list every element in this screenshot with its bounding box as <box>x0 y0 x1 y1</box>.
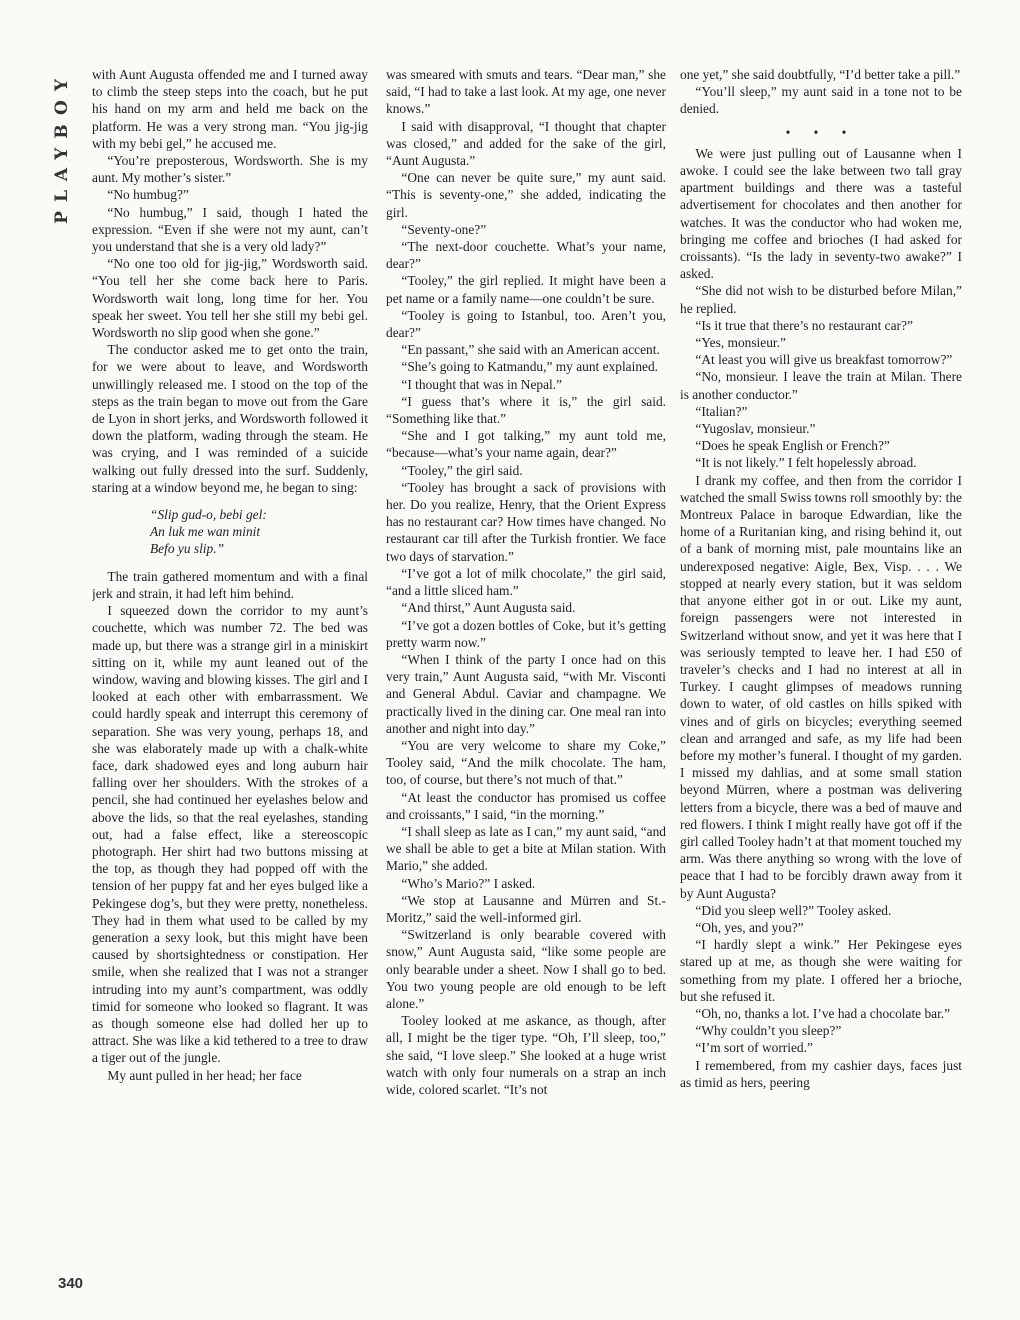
paragraph: “You are very welcome to share my Coke,” Tooley said, “And the milk chocolate. The ham, too, of course, but there’s not much of that.” <box>386 737 666 788</box>
paragraph: with Aunt Augusta offended me and I turned away to climb the steep steps into the coach, but he put his hand on my arm and held me back on the platform. He was a very strong man. “You jig-jig with my bebi gel,” he accused me. <box>92 67 368 151</box>
paragraph: I squeezed down the corridor to my aunt’s couchette, which was number 72. The bed was made up, but there was a strange girl in a miniskirt sitting on it, while my aunt leaned out of the window, waving and blowing kisses. The girl and I looked at each other with embarrassment. We could hardly speak and interrupt this ceremony of separation. She was very young, perhaps 18, and she was elaborately made up with a chalk-white face, dark shadowed eyes and long auburn hair falling over her shoulders. With the strokes of a pencil, she had continued her eyelashes below and above the lids, so that the real eyelashes, standing out, had a false effect, like a stereoscopic photograph. Her shirt had two buttons missing at the top, as though they had popped off with the tension of her puppy fat and her eyes bulged like a Pekingese dog’s, but they were pretty, nonetheless. They had in them what used to be called by my generation a sexy look, but this might have been caused by shortsightedness or constipation. Her smile, when she realized that I was not a stranger intruding into my aunt’s compartment, was oddly timid for someone who looked so flagrant. It was as though someone else had dolled her up to attract. She was like a kid tethered to a tree to draw a tiger out of the jungle. <box>92 603 368 1066</box>
paragraph: “At least you will give us breakfast tomorrow?” <box>695 352 953 368</box>
paragraph: “Yes, monsieur.” <box>695 335 786 351</box>
paragraph: “And thirst,” Aunt Augusta said. <box>401 600 576 616</box>
text-column-3 <box>680 66 962 1311</box>
paragraph: “I thought that was in Nepal.” <box>401 376 563 392</box>
section-break-dots: • • • <box>785 124 857 140</box>
paragraph: “She did not wish to be disturbed before Milan,” he replied. <box>680 283 962 316</box>
paragraph: “I guess that’s where it is,” the girl said. “Something like that.” <box>386 393 666 427</box>
paragraph: “Who’s Mario?” I asked. <box>401 875 536 891</box>
paragraph: “Switzerland is only bearable covered with snow,” Aunt Augusta said, “like some people are only bearable under a sheet. Now I shall go to bed. You two young people are old enough to be left alone.” <box>386 927 666 1011</box>
paragraph: The conductor asked me to get onto the train, for we were about to leave, and Wordsworth unwillingly released me. I stood on the top of the steps as the train began to move out from the Gare de Lyon in short jerks, and Wordsworth followed it down the platform, wading through the steam. He was crying, and I was reminded of a suicide walking out fully dressed into the surf. Suddenly, staring at a window beyond me, he began to sing: <box>92 342 368 495</box>
verse-line: An luk me wan minit <box>150 524 261 540</box>
paragraph: “Tooley,” the girl replied. It might have been a pet name or a family name—one couldn’t be sure. <box>386 273 666 306</box>
paragraph: “Does he speak English or French?” <box>695 438 890 454</box>
paragraph: “Is it true that there’s no restaurant car?” <box>695 317 913 333</box>
paragraph: “I’m sort of worried.” <box>695 1040 813 1056</box>
paragraph: “Italian?” <box>695 403 748 419</box>
paragraph: “She and I got talking,” my aunt told me, “because—what’s your name again, dear?” <box>386 428 666 461</box>
paragraph: “I’ve got a lot of milk chocolate,” the girl said, “and a little sliced ham.” <box>386 565 666 599</box>
paragraph: “I hardly slept a wink.” Her Pekingese eyes stared up at me, as though she were waiting for something from my plate. I offered her a brioche, but she refused it. <box>680 937 962 1004</box>
paragraph: “Yugoslav, monsieur.” <box>695 421 816 437</box>
paragraph: “Oh, yes, and you?” <box>695 919 804 935</box>
paragraph: one yet,” she said doubtfully, “I’d better take a pill.” <box>680 67 961 82</box>
paragraph: was smeared with smuts and tears. “Dear man,” she said, “I had to take a last look. At my age, one never knows.” <box>386 67 666 117</box>
paragraph: “Oh, no, thanks a lot. I’ve had a chocolate bar.” <box>695 1005 951 1021</box>
paragraph: “I’ve got a dozen bottles of Coke, but it’s getting pretty warm now.” <box>386 617 666 650</box>
paragraph: “She’s going to Katmandu,” my aunt explained. <box>401 359 659 375</box>
paragraph: “When I think of the party I once had on this very train,” Aunt Augusta said, “with Mr. Visconti and General Abdul. Caviar and champagne. We practically lived in the dining car. One meal ran into another and night into day.” <box>386 651 666 736</box>
paragraph: “No humbug?” <box>107 187 189 203</box>
paragraph: “No one too old for jig-jig,” Wordsworth said. “You tell her she come back here to Paris. Wordsworth wait long, long time for her. You speak her sweet. You tell her she still my bebi gel. Wordsworth no slip good when she gone.” <box>92 256 368 341</box>
paragraph: “You’re preposterous, Wordsworth. She is my aunt. My mother’s sister.” <box>92 153 368 186</box>
paragraph: “The next-door couchette. What’s your name, dear?” <box>386 239 666 272</box>
paragraph: “No, monsieur. I leave the train at Milan. There is another conductor.” <box>680 369 962 402</box>
paragraph: “En passant,” she said with an American accent. <box>401 342 660 358</box>
paragraph: “We stop at Lausanne and Mürren and St.-Moritz,” said the well-informed girl. <box>386 892 666 925</box>
paragraph: “At least the conductor has promised us coffee and croissants,” I said, “in the morning.” <box>386 789 666 822</box>
verse-line: Befo yu slip.” <box>150 541 225 557</box>
paragraph: Tooley looked at me askance, as though, after all, I might be the tiger type. “Oh, I’ll sleep, too,” she said, “I love sleep.” She looked at a huge wrist watch with only four numerals on a strap an inch wide, colored scarlet. “It’s not <box>386 1013 666 1097</box>
paragraph: “Did you sleep well?” Tooley asked. <box>695 902 892 918</box>
paragraph: I said with disapproval, “I thought that chapter was closed,” and added for the sake of the girl, “Aunt Augusta.” <box>386 118 666 169</box>
paragraph: “Tooley is going to Istanbul, too. Aren’t you, dear?” <box>386 307 666 341</box>
paragraph: “Seventy-one?” <box>401 221 487 237</box>
text-column-2 <box>386 66 666 1311</box>
page-number: 340 <box>58 1275 84 1292</box>
paragraph: “One can never be quite sure,” my aunt said. “This is seventy-one,” she added, indicating the girl. <box>386 170 666 220</box>
text-column-1 <box>92 66 368 1311</box>
paragraph: “It is not likely.” I felt hopelessly abroad. <box>695 455 917 471</box>
paragraph: I drank my coffee, and then from the corridor I watched the small Swiss towns roll smoothly by: the Montreux Palace in baroque Edwardian, like the home of a Ruritanian king, and rising behind it, out of a bank of morning mist, pale mountains like an underexposed negative: Aigle, Bex, Visp. . . . We stopped at nearly every station, but it was seldom that anyone either got in or out. Like my aunt, foreign passengers were not interested in Switzerland without snow, and yet it was here that I was seriously tempted to leave her. I had £50 of traveler’s checks and I had no interest at all in Turkey. I caught glimpses of meadows running down to water, of old castles on hills spiked with vines and of girls on bicycles; everything seemed clean and arranged and safe, as my life had been before my mother’s funeral. I thought of my garden. I missed my dahlias, and at some small station beyond Mürren, where a postman was delivering letters from a bicycle, there was a bed of mauve and red flowers. I think I might really have got off if the girl called Tooley hadn’t at that moment touched my arm. Was there anything so wrong with the love of peace that I had to be forcibly drawn away from it by Aunt Augusta? <box>680 472 962 901</box>
paragraph: My aunt pulled in her head; her face <box>107 1067 302 1083</box>
paragraph: “You’ll sleep,” my aunt said in a tone not to be denied. <box>680 84 962 117</box>
paragraph: The train gathered momentum and with a final jerk and strain, it had left him behind. <box>92 568 368 601</box>
paragraph: “No humbug,” I said, though I hated the expression. “Even if she were not my aunt, can’t you understand that she is a very old lady?” <box>92 204 368 255</box>
song-verse <box>150 506 368 558</box>
paragraph: “Tooley,” the girl said. <box>401 462 523 478</box>
paragraph: We were just pulling out of Lausanne when I awoke. I could see the lake between two tall gray apartment buildings and there was a tasteful advertisement for chocolates and then another for watches. It was the conductor who had woken me, bringing me coffee and brioches (I had asked for croissants). “Is the lady in seventy-two awake?” I asked. <box>680 145 962 282</box>
magazine-name-sidebar: PLAYBOY <box>52 70 72 224</box>
paragraph: “Why couldn’t you sleep?” <box>695 1023 842 1039</box>
verse-line: “Slip gud-o, bebi gel: <box>150 507 267 523</box>
paragraph: “Tooley has brought a sack of provisions with her. Do you realize, Henry, that the Orient Express has no restaurant car? How times have changed. No restaurant car till after the Turkish frontier. We face two days of starvation.” <box>386 479 666 564</box>
paragraph: I remembered, from my cashier days, faces just as timid as hers, peering <box>680 1057 962 1090</box>
paragraph: “I shall sleep as late as I can,” my aunt said, “and we shall be able to get a bite at Milan station. With Mario,” she added. <box>386 823 666 874</box>
